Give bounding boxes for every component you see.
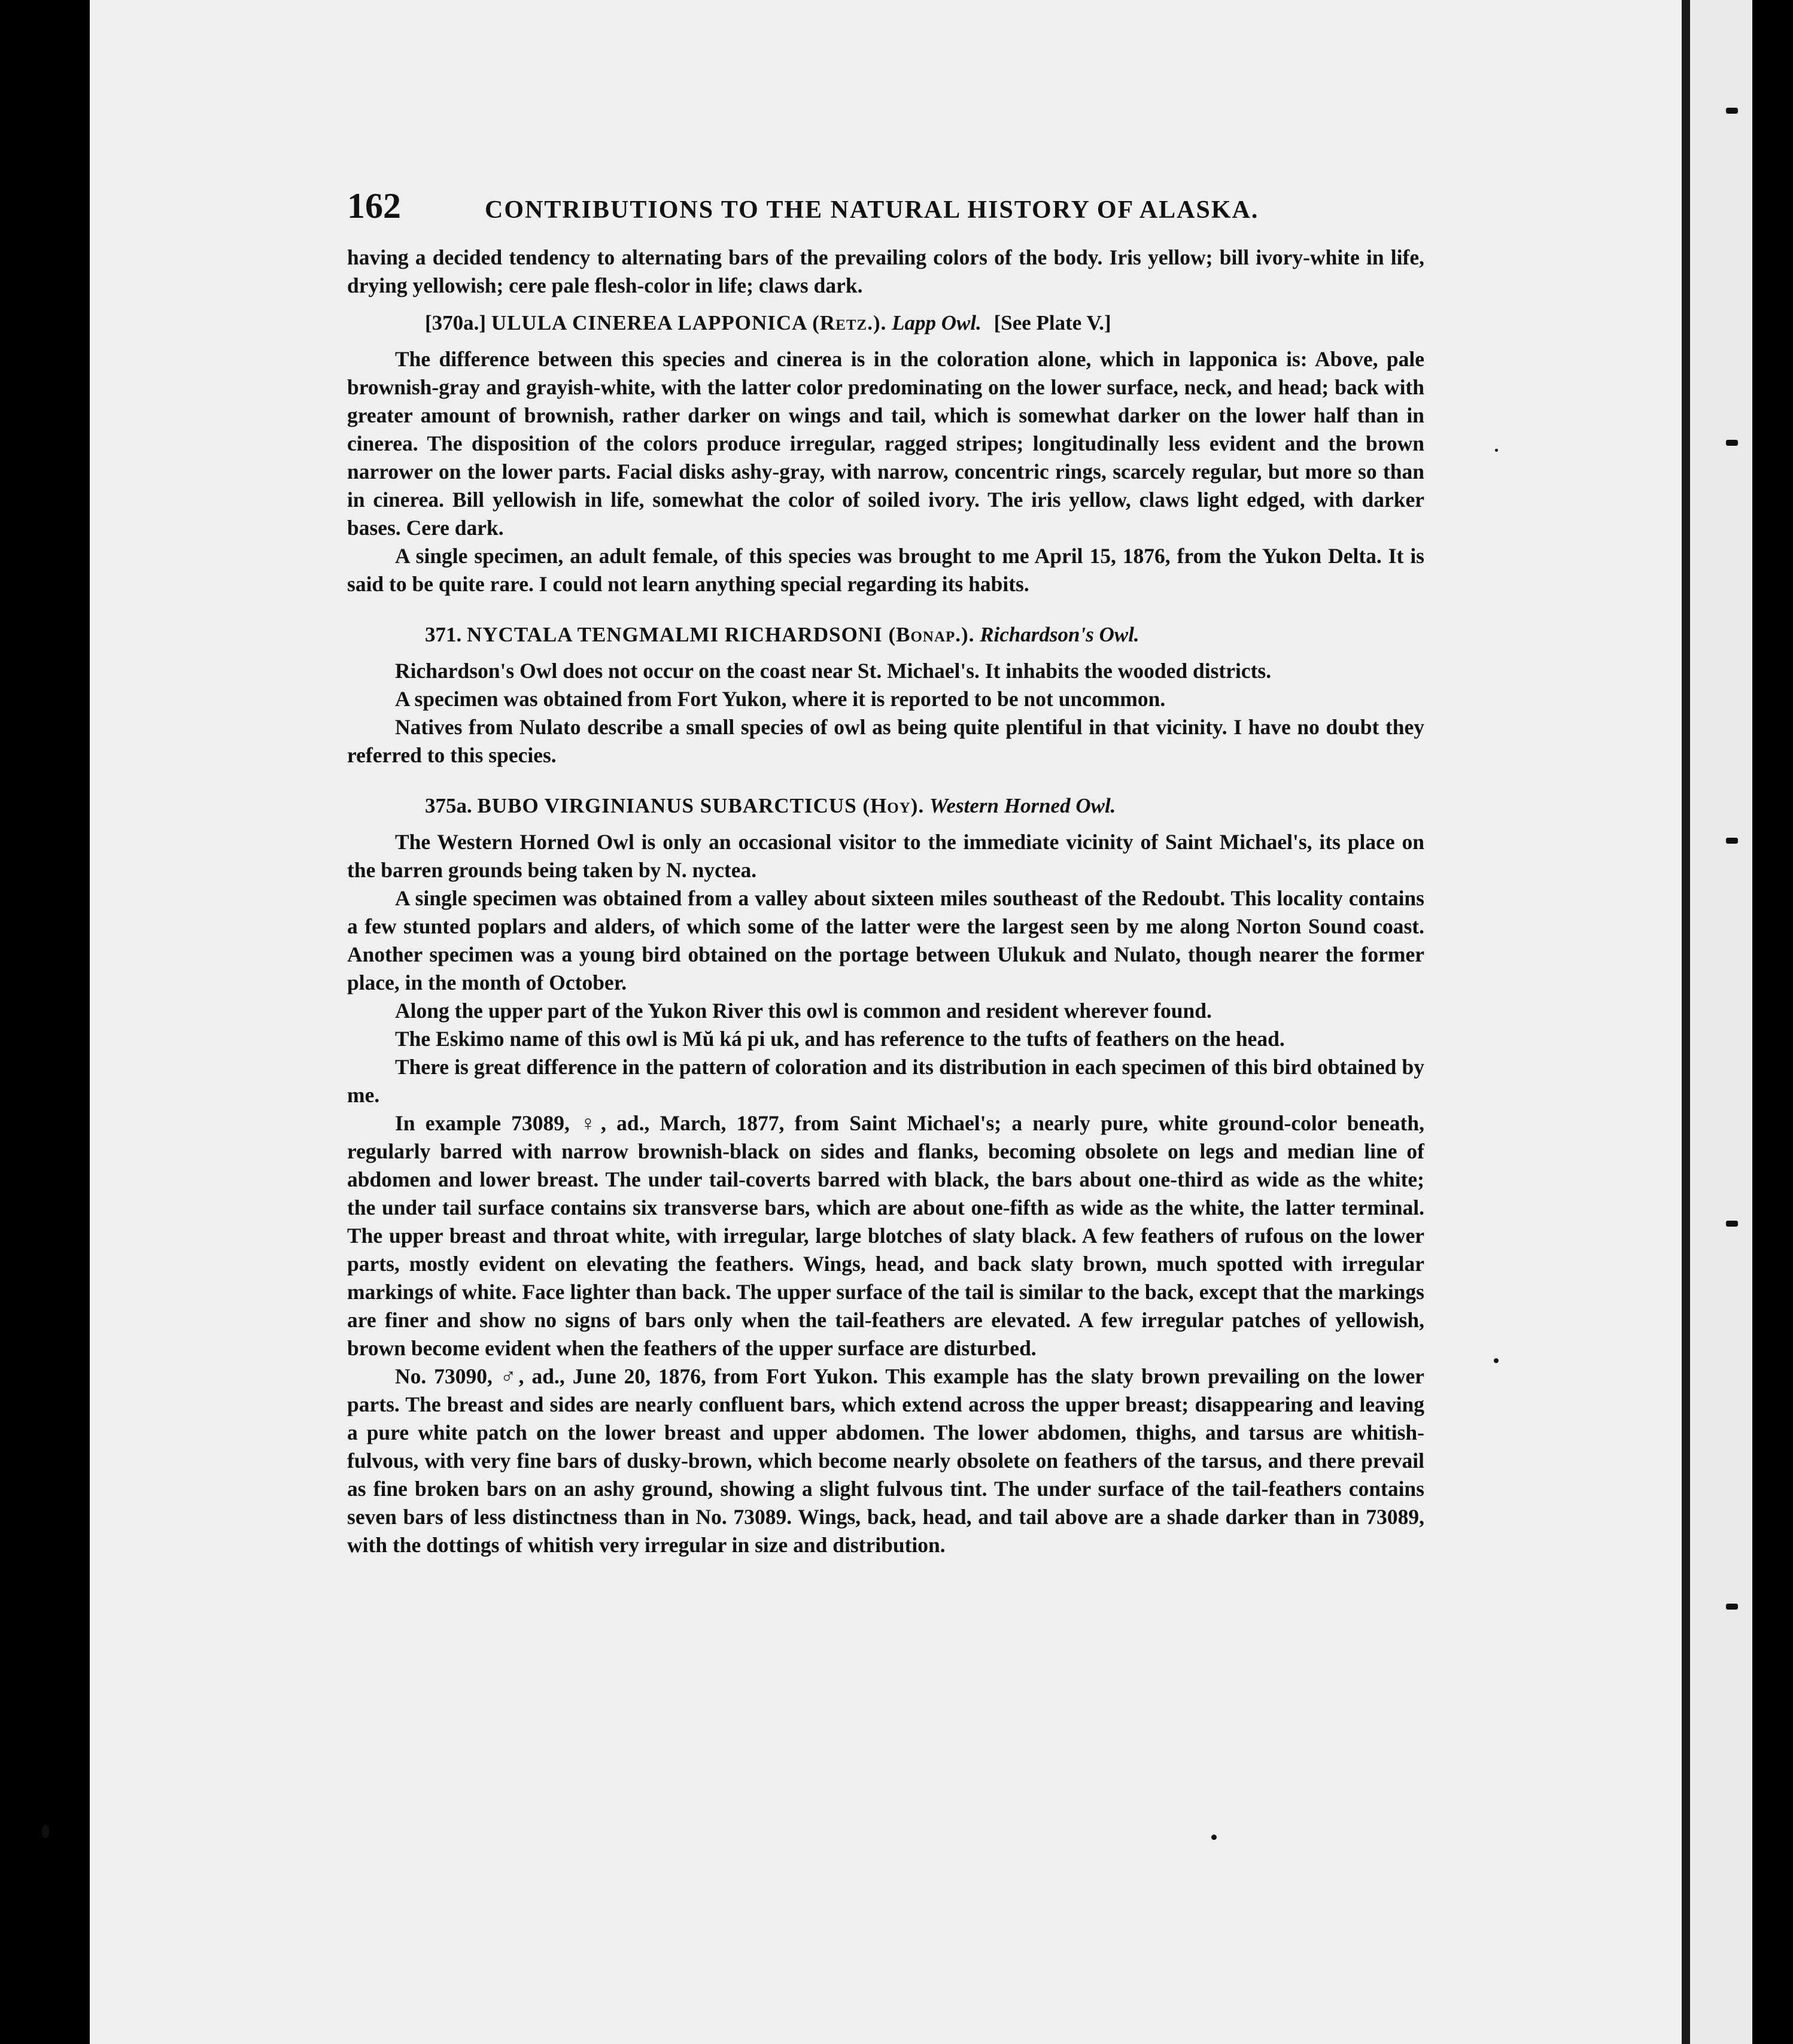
page-number: 162 <box>347 186 401 226</box>
paragraph: There is great difference in the pattern of coloration and its distribution in each specimen of this bird obtained by me. <box>347 1055 1424 1107</box>
binding-notch <box>1726 838 1738 844</box>
binding-notch <box>1726 108 1738 114</box>
species-heading-western-horned-owl <box>347 791 1424 821</box>
paragraph: The Western Horned Owl is only an occasional visitor to the immediate vicinity of Saint Michael's, its place on the barren grounds being taken by N. nyctea. <box>347 830 1424 882</box>
common-name: Western Horned Owl. <box>929 794 1116 817</box>
common-name: Richardson's Owl. <box>980 623 1139 646</box>
scientific-name: ULULA CINEREA LAPPONICA (Retz.). <box>491 311 887 334</box>
plate-note: [See Plate V.] <box>993 311 1111 334</box>
entry-number: 371. <box>425 623 462 646</box>
paragraph: A specimen was obtained from Fort Yukon, where it is reported to be not uncommon. <box>395 687 1166 711</box>
binding-notch <box>1726 440 1738 446</box>
scientific-name: BUBO VIRGINIANUS SUBARCTICUS (Hoy). <box>477 794 925 817</box>
species-heading-richardsons-owl <box>347 620 1424 650</box>
paragraph: Natives from Nulato describe a small species of owl as being quite plentiful in that vicinity. I have no doubt they referred to this species. <box>347 715 1424 767</box>
paragraph: A single specimen was obtained from a valley about sixteen miles southeast of the Redoubt. This locality contains a few stunted poplars and alders, of which some of the latter were the largest seen by me along Norton Sound coast. Another specimen was a young bird obtained on the portage between Ulukuk and Nulato, though nearer the former place, in the month of October. <box>347 886 1424 994</box>
entry-number: [370a.] <box>425 311 487 334</box>
paragraph: Richardson's Owl does not occur on the coast near St. Michael's. It inhabits the wooded districts. <box>395 659 1272 683</box>
binding-notch <box>1726 1221 1738 1227</box>
paragraph: The difference between this species and cinerea is in the coloration alone, which in lapponica is: Above, pale brownish-gray and grayish-white, with the latter color predominating on the lower surface, neck, and head; back with greater amount of brownish, rather darker on wings and tail, which is somewhat darker on the lower half than in cinerea. The disposition of the colors produce irregular, ragged stripes; longitudinally less evident and the brown narrower on the lower parts. Facial disks ashy-gray, with narrow, concentric rings, scarcely regular, but more so than in cinerea. Bill yellowish in life, somewhat the color of soiled ivory. The iris yellow, claws light edged, with darker bases. Cere dark. <box>347 347 1424 540</box>
running-title: CONTRIBUTIONS TO THE NATURAL HISTORY OF ALASKA. <box>485 196 1259 224</box>
common-name: Lapp Owl. <box>892 311 981 334</box>
paragraph: Along the upper part of the Yukon River this owl is common and resident wherever found. <box>395 999 1212 1023</box>
species-heading-lapp-owl <box>347 308 1424 338</box>
page-edge-shadow <box>1682 0 1690 2044</box>
paragraph: In example 73089, ♀, ad., March, 1877, from Saint Michael's; a nearly pure, white ground-color beneath, regularly barred with narrow brownish-black on sides and flanks, becoming obsolete on legs and median line of abdomen and lower breast. The under tail-coverts barred with black, the bars about one-third as wide as the white; the under tail surface contains six transverse bars, which are about one-fifth as wide as the white, the latter terminal. The upper breast and throat white, with irregular, large blotches of slaty black. A few feathers of rufous on the lower parts, mostly evident on elevating the feathers. Wings, head, and back slaty brown, much spotted with irregular markings of white. Face lighter than back. The upper surface of the tail is similar to the back, except that the markings are finer and show no signs of bars only when the tail-feathers are elevated. A few irregular patches of yellowish, brown become evident when the feathers of the upper surface are disturbed. <box>347 1111 1424 1360</box>
binding-notch <box>1726 1604 1738 1610</box>
paragraph: No. 73090, ♂, ad., June 20, 1876, from Fort Yukon. This example has the slaty brown prevailing on the lower parts. The breast and sides are nearly confluent bars, which extend across the upper breast; disappearing and leaving a pure white patch on the lower breast and upper abdomen. The lower abdomen, thighs, and tarsus are whitish-fulvous, with very fine bars of dusky-brown, which become nearly obsolete on feathers of the tarsus, and there prevail as fine broken bars on an ashy ground, showing a slight fulvous tint. The under surface of the tail-feathers contains seven bars of less distinctness than in No. 73089. Wings, back, head, and tail above are a shade darker than in 73089, with the dottings of whitish very irregular in size and distribution. <box>347 1364 1424 1557</box>
adjacent-page-edge <box>1752 0 1793 2044</box>
scientific-name: NYCTALA TENGMALMI RICHARDSONI (Bonap.). <box>467 623 975 646</box>
entry-number: 375a. <box>425 794 472 817</box>
adjacent-page-strip <box>1690 0 1752 2044</box>
running-head <box>347 185 1424 227</box>
paragraph: The Eskimo name of this owl is Mŭ ká pi uk, and has reference to the tufts of feathers on the head. <box>395 1027 1285 1051</box>
page-text <box>347 185 1424 1559</box>
paragraph: A single specimen, an adult female, of this species was brought to me April 15, 1876, from the Yukon Delta. It is said to be quite rare. I could not learn anything special regarding its habits. <box>347 544 1424 596</box>
continuation-paragraph: having a decided tendency to alternating bars of the prevailing colors of the body. Iris yellow; bill ivory-white in life, drying yellowish; cere pale flesh-color in life; claws dark. <box>347 245 1424 297</box>
